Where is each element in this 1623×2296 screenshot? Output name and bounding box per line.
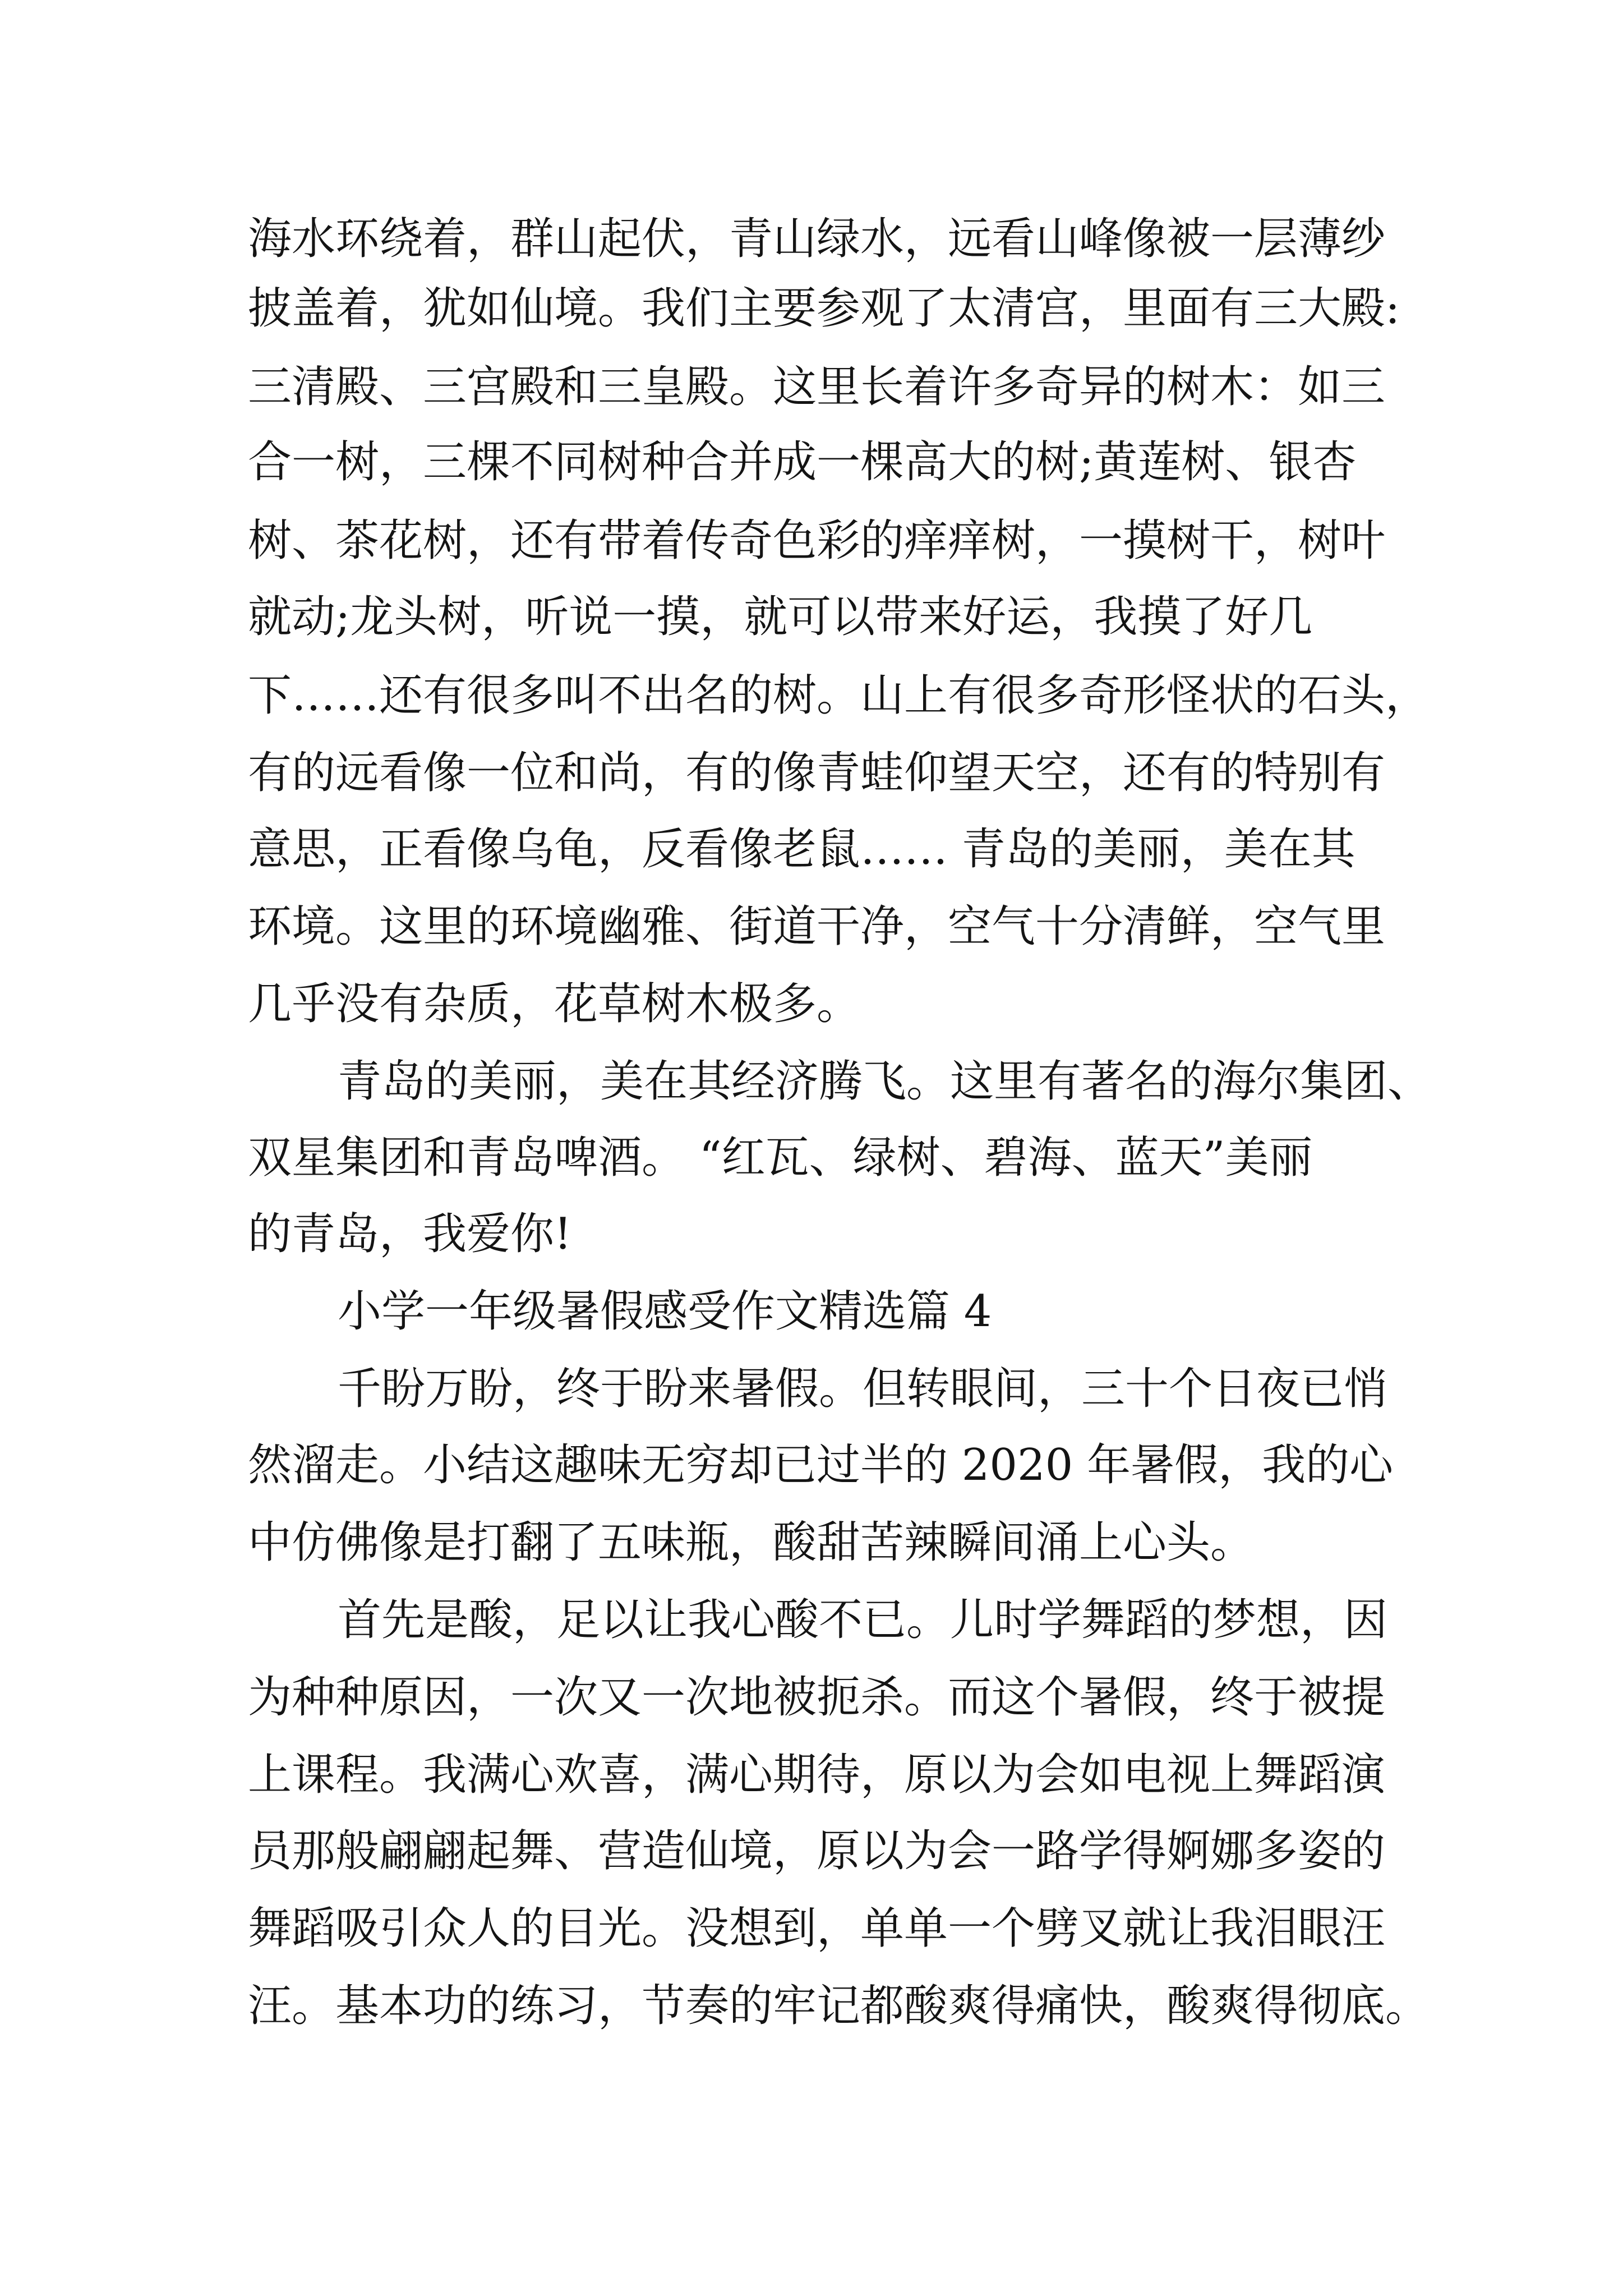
text-line: 下……还有很多叫不出名的树。山上有很多奇形怪状的石头，	[248, 670, 1430, 721]
text-line: 汪。基本功的练习，节奏的牢记都酸爽得痛快，酸爽得彻底。	[248, 1981, 1430, 2031]
text-line: 为种种原因，一次又一次地被扼杀。而这个暑假，终于被提	[248, 1672, 1386, 1723]
text-line: 中仿佛像是打翻了五味瓶，酸甜苦辣瞬间涌上心头。	[248, 1517, 1255, 1568]
paragraph-first-line: 千盼万盼，终于盼来暑假。但转眼间，三十个日夜已悄	[338, 1364, 1388, 1414]
text-line: 然溜走。小结这趣味无穷却已过半的 2020 年暑假，我的心	[248, 1440, 1394, 1490]
text-line: 上课程。我满心欢喜，满心期待，原以为会如电视上舞蹈演	[248, 1750, 1386, 1800]
text-line: 披盖着，犹如仙境。我们主要参观了太清宫，里面有三大殿:	[248, 283, 1400, 334]
paragraph-first-line: 青岛的美丽，美在其经济腾飞。这里有著名的海尔集团、	[338, 1056, 1432, 1107]
text-line: 几乎没有杂质，花草树木极多。	[248, 979, 861, 1029]
text-line: 的青岛，我爱你!	[248, 1209, 572, 1259]
text-line: 三清殿、三宫殿和三皇殿。这里长着许多奇异的树木：如三	[248, 362, 1386, 412]
text-line: 就动;龙头树，听说一摸，就可以带来好运，我摸了好几	[248, 592, 1313, 642]
text-line: 双星集团和青岛啤酒。 “红瓦、绿树、碧海、蓝天”美丽	[248, 1133, 1313, 1183]
text-line: 舞蹈吸引众人的目光。没想到，单单一个劈叉就让我泪眼汪	[248, 1903, 1386, 1954]
paragraph-first-line: 首先是酸，足以让我心酸不已。儿时学舞蹈的梦想，因	[338, 1595, 1388, 1645]
text-line: 树、茶花树，还有带着传奇色彩的痒痒树，一摸树干，树叶	[248, 516, 1386, 566]
text-line: 环境。这里的环境幽雅、街道干净，空气十分清鲜，空气里	[248, 901, 1386, 952]
text-line: 员那般翩翩起舞、营造仙境，原以为会一路学得婀娜多姿的	[248, 1826, 1386, 1876]
text-line: 有的远看像一位和尚，有的像青蛙仰望天空，还有的特别有	[248, 748, 1386, 798]
text-line: 意思，正看像乌龟，反看像老鼠…… 青岛的美丽，美在其	[248, 824, 1355, 875]
text-line: 合一树，三棵不同树种合并成一棵高大的树;黄莲树、银杏	[248, 437, 1357, 487]
text-line: 海水环绕着，群山起伏，青山绿水，远看山峰像被一层薄纱	[248, 214, 1386, 264]
section-heading: 小学一年级暑假感受作文精选篇 4	[338, 1286, 992, 1337]
